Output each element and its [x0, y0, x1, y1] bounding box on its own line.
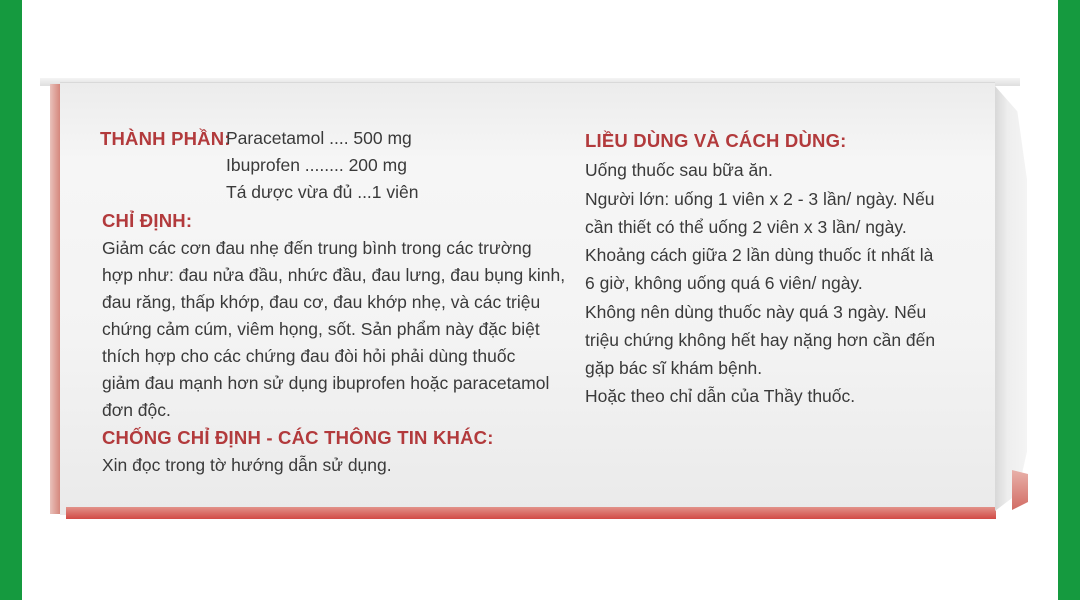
indications-line: chứng cảm cúm, viêm họng, sốt. Sản phẩm này đặc biệt [102, 319, 540, 339]
dosage-line: 6 giờ, không uống quá 6 viên/ ngày. [585, 273, 863, 293]
indications-line: thích hợp cho các chứng đau đòi hỏi phải dùng thuốc [102, 346, 516, 366]
indications-line: hợp như: đau nửa đầu, nhức đầu, đau lưng, đau bụng kinh, [102, 265, 566, 285]
dosage-line: Người lớn: uống 1 viên x 2 - 3 lần/ ngày. Nếu [585, 189, 935, 209]
dosage-line: Uống thuốc sau bữa ăn. [585, 160, 773, 180]
dosage-line: gặp bác sĩ khám bệnh. [585, 358, 763, 378]
ingredients-heading: THÀNH PHẦN: [100, 128, 231, 149]
dosage-line: triệu chứng không hết hay nặng hơn cần đến [585, 330, 936, 350]
indications-line: đau răng, thấp khớp, đau cơ, đau khớp nhẹ, và các triệu [102, 292, 541, 312]
ingredient-line: Paracetamol .... 500 mg [226, 128, 412, 148]
ingredient-line: Ibuprofen ........ 200 mg [226, 155, 407, 175]
dosage-heading: LIỀU DÙNG VÀ CÁCH DÙNG: [585, 130, 847, 151]
box-right-red-corner [1012, 470, 1028, 510]
dosage-line: cần thiết có thể uống 2 viên x 3 lần/ ngày. [585, 217, 907, 237]
dosage-line: Khoảng cách giữa 2 lần dùng thuốc ít nhất là [585, 245, 934, 265]
box-right-side [995, 86, 1027, 511]
indications-line: Giảm các cơn đau nhẹ đến trung bình trong các trường [102, 238, 532, 258]
dosage-line: Không nên dùng thuốc này quá 3 ngày. Nếu [585, 302, 927, 322]
contraindications-heading: CHỐNG CHỈ ĐỊNH - CÁC THÔNG TIN KHÁC: [102, 427, 494, 448]
green-frame-right [1058, 0, 1080, 600]
indications-line: giảm đau mạnh hơn sử dụng ibuprofen hoặc paracetamol [102, 373, 550, 393]
indications-heading: CHỈ ĐỊNH: [102, 210, 193, 231]
box-bottom-red-band [66, 507, 996, 519]
green-frame-left [0, 0, 22, 600]
indications-line: đơn độc. [102, 400, 171, 420]
ingredient-line: Tá dược vừa đủ ...1 viên [226, 182, 419, 202]
dosage-line: Hoặc theo chỉ dẫn của Thầy thuốc. [585, 386, 856, 406]
contraindications-text: Xin đọc trong tờ hướng dẫn sử dụng. [102, 455, 392, 475]
